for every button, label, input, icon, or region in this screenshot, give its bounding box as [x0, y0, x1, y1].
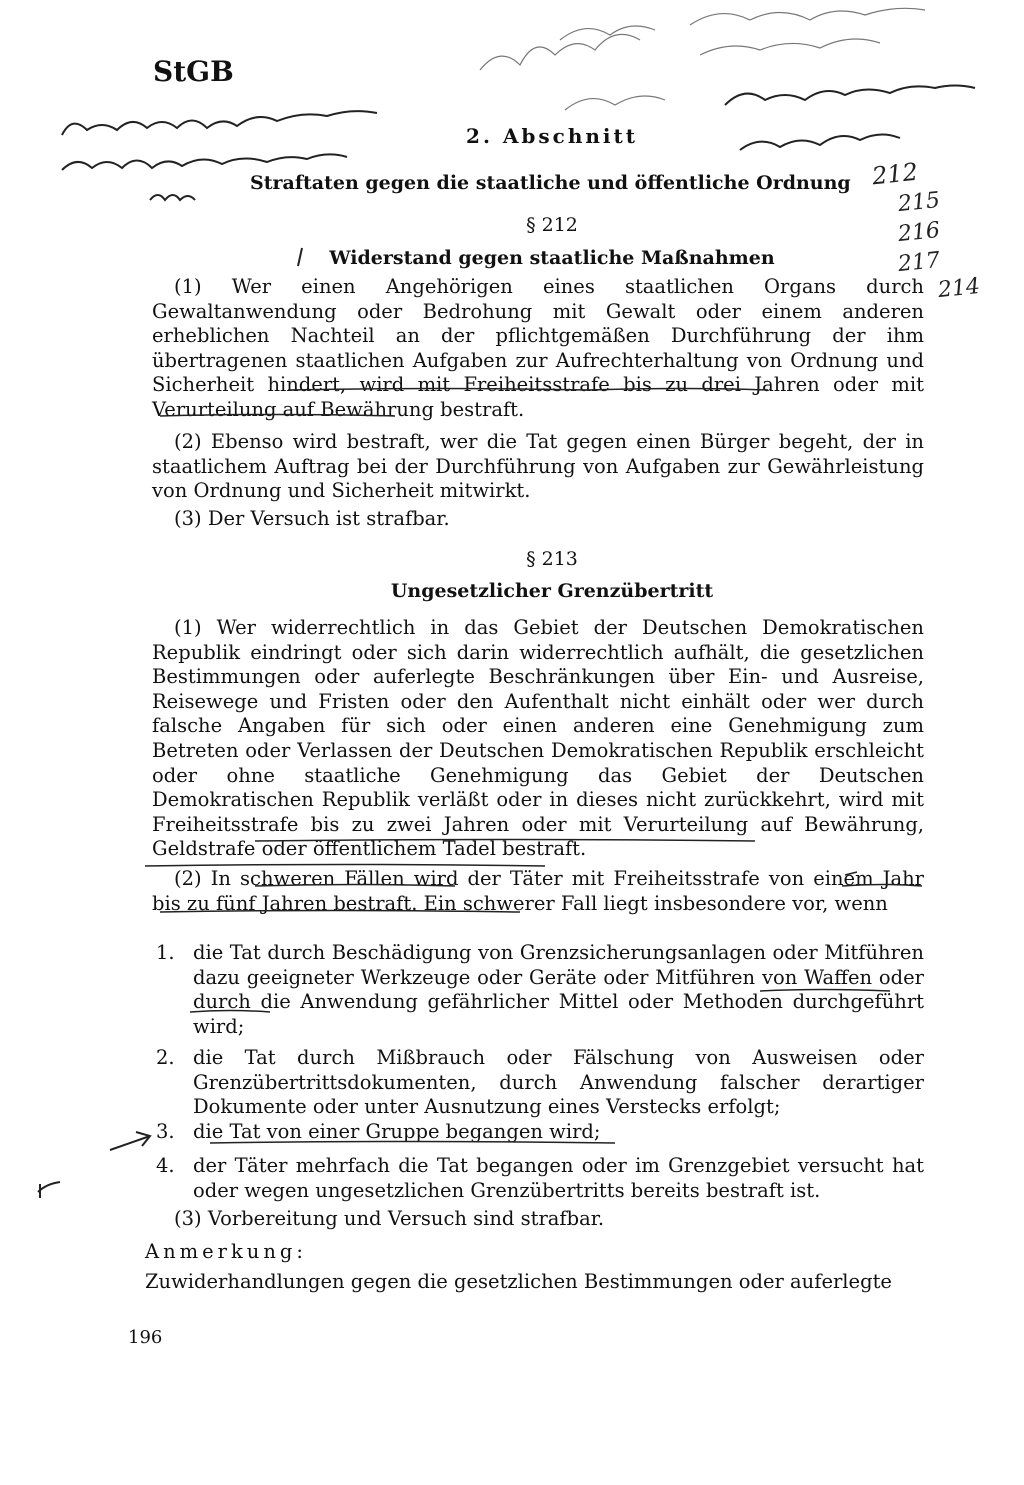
list-item-text: die Tat durch Beschädigung von Grenzsicherungsanlagen oder Mitführen dazu geeigneter Werkzeuge oder Geräte oder Mitführen von Waffen oder durch die Anwendung gefährlicher Mittel oder Methoden durchgeführt wird; [193, 941, 924, 1038]
list-item-text: die Tat durch Mißbrauch oder Fälschung von Ausweisen oder Grenzübertrittsdokumenten, durch Anwendung falscher derartiger Dokumente oder unter Ausnutzung eines Verstecks erfolgt; [193, 1046, 924, 1119]
list-item-number: 3. [156, 1120, 175, 1143]
margin-number: 216 [896, 217, 942, 248]
margin-number: 212 [870, 157, 920, 191]
paragraph: (3) Vorbereitung und Versuch sind strafbar. [174, 1207, 605, 1230]
page-number: 196 [128, 1327, 163, 1348]
list-item-number: 4. [156, 1154, 175, 1177]
note-heading: Anmerkung: [145, 1240, 307, 1263]
list-item-number: 1. [156, 941, 175, 964]
section-title: Widerstand gegen staatliche Maßnahmen [329, 247, 775, 269]
list-item-text: die Tat von einer Gruppe begangen wird; [193, 1120, 601, 1143]
chapter-number: 2. Abschnitt [466, 124, 638, 148]
chapter-title: Straftaten gegen die staatliche und öffentliche Ordnung [250, 172, 851, 194]
underline [145, 389, 922, 1144]
paragraph: (1) Wer einen Angehörigen eines staatlichen Organs durch Gewaltanwendung oder Bedrohung mit Gewalt oder einem anderen erheblichen Nachteil an der pflichtgemäßen Durchführung der ihm übertragenen staatlichen Aufgaben zur Aufrechterhaltung von Ordnung und Sicherheit hindert, wird mit Freiheitsstrafe bis zu drei Jahren oder mit Verurteilung auf Bewährung bestraft. [152, 275, 924, 421]
arrow-icon [110, 1132, 150, 1150]
ink-scribble [62, 86, 975, 267]
margin-number: 217 [896, 247, 942, 278]
tick-mark-icon [38, 1182, 60, 1198]
paragraph: (3) Der Versuch ist strafbar. [174, 507, 450, 530]
list-item-number: 2. [156, 1046, 175, 1069]
pencil-scribble [480, 8, 925, 110]
section-number: § 213 [526, 548, 578, 570]
margin-number: 215 [896, 187, 942, 218]
note-text: Zuwiderhandlungen gegen die gesetzlichen Bestimmungen oder auferlegte [145, 1270, 892, 1293]
paragraph: (1) Wer widerrechtlich in das Gebiet der Deutschen Demokratischen Republik eindringt oder sich darin widerrechtlich aufhält, die gesetzlichen Bestimmungen oder auferlegte Beschränkungen über Ein- und Ausreise, Reisewege und Fristen oder den Aufenthalt nicht einhält oder wer durch falsche Angaben für sich oder einen anderen eine Genehmigung zum Betreten oder Verlassen der Deutschen Demokratischen Republik erschleicht oder ohne staatliche Genehmigung das Gebiet der Deutschen Demokratischen Republik verläßt oder in dieses nicht zurückkehrt, wird mit Freiheitsstrafe bis zu zwei Jahren oder mit Verurteilung auf Bewährung, Geldstrafe oder öffentlichem Tadel bestraft. [152, 616, 924, 861]
section-title: Ungesetzlicher Grenzübertritt [390, 580, 714, 602]
margin-number: 214 [936, 273, 982, 304]
paragraph: (2) Ebenso wird bestraft, wer die Tat gegen einen Bürger begeht, der in staatlichem Auftrag bei der Durchführung von Aufgaben zur Gewährleistung von Ordnung und Sicherheit mitwirkt. [152, 430, 924, 503]
section-number: § 212 [526, 214, 578, 236]
running-head: StGB [153, 55, 234, 88]
list-item-text: der Täter mehrfach die Tat begangen oder im Grenzgebiet versucht hat oder wegen ungesetzlichen Grenzübertritts bereits bestraft ist. [193, 1154, 924, 1202]
paragraph: (2) In schweren Fällen wird der Täter mit Freiheitsstrafe von einem Jahr bis zu fünf Jahren bestraft. Ein schwerer Fall liegt insbesondere vor, wenn [152, 867, 924, 915]
